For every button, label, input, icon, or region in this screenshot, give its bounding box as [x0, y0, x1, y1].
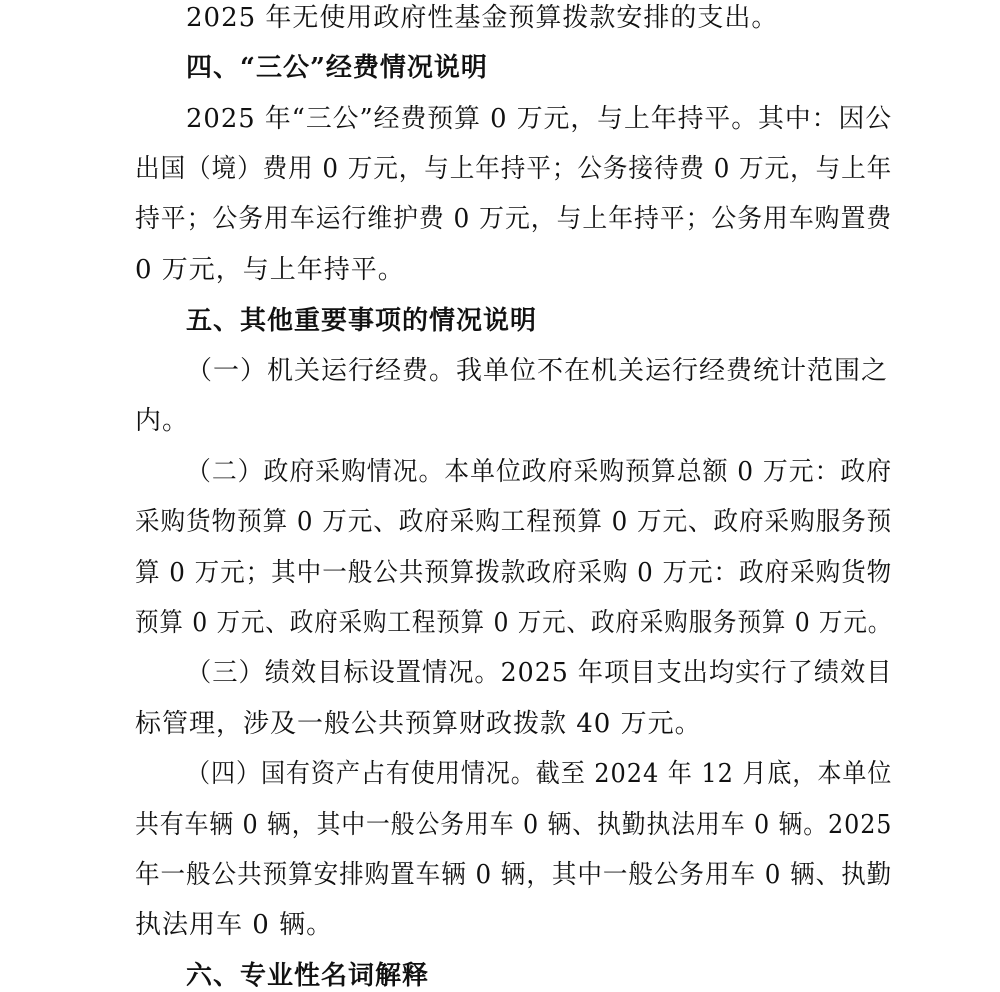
paragraph-line: （三）绩效目标设置情况。2025 年项目支出均实行了绩效目	[186, 658, 893, 688]
paragraph-line: 2025 年“三公”经费预算 0 万元，与上年持平。其中：因公	[186, 104, 893, 134]
paragraph-line: 采购货物预算 0 万元、政府采购工程预算 0 万元、政府采购服务预	[135, 507, 893, 537]
section-heading-san-gong: 四、“三公”经费情况说明	[186, 53, 488, 83]
paragraph-line: 算 0 万元；其中一般公共预算拨款政府采购 0 万元：政府采购货物	[135, 558, 893, 588]
paragraph-line: 共有车辆 0 辆，其中一般公务用车 0 辆、执勤执法用车 0 辆。2025	[135, 810, 893, 840]
section-heading-other-matters: 五、其他重要事项的情况说明	[186, 306, 538, 336]
paragraph-line: 出国（境）费用 0 万元，与上年持平；公务接待费 0 万元，与上年	[135, 154, 893, 184]
paragraph-line: （二）政府采购情况。本单位政府采购预算总额 0 万元：政府	[186, 457, 893, 487]
paragraph-line: 2025 年无使用政府性基金预算拨款安排的支出。	[186, 3, 779, 33]
paragraph-line: （四）国有资产占有使用情况。截至 2024 年 12 月底，本单位	[186, 759, 893, 789]
section-heading-glossary: 六、专业性名词解释	[186, 961, 430, 991]
paragraph-line: 0 万元，与上年持平。	[135, 255, 405, 285]
paragraph-line: 预算 0 万元、政府采购工程预算 0 万元、政府采购服务预算 0 万元。	[135, 608, 893, 638]
paragraph-line: 标管理，涉及一般公共预算财政拨款 40 万元。	[135, 709, 702, 739]
paragraph-line: 持平；公务用车运行维护费 0 万元，与上年持平；公务用车购置费	[135, 204, 893, 234]
paragraph-line: 执法用车 0 辆。	[135, 910, 334, 940]
paragraph-line: 年一般公共预算安排购置车辆 0 辆，其中一般公务用车 0 辆、执勤	[135, 860, 893, 890]
paragraph-line: 内。	[135, 406, 190, 436]
paragraph-line: （一）机关运行经费。我单位不在机关运行经费统计范围之	[186, 356, 889, 386]
